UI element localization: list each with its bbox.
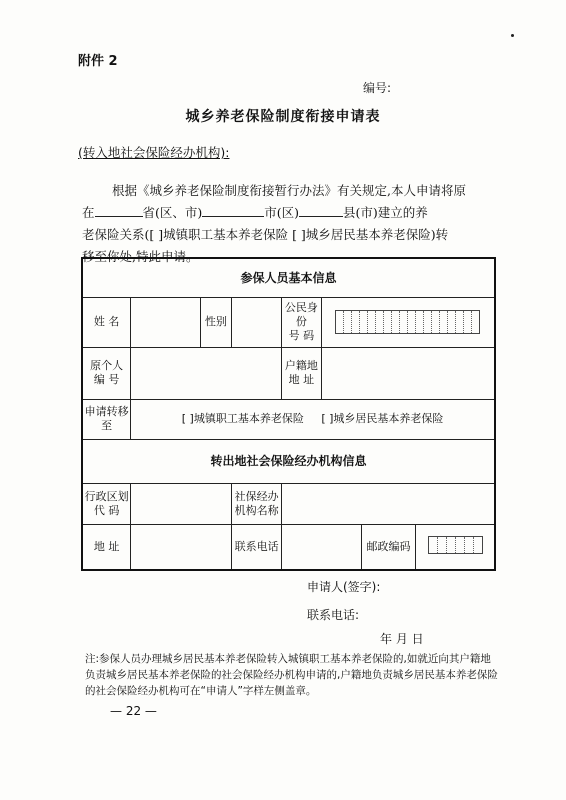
gender-field[interactable] <box>232 297 282 347</box>
hukou-address-label: 户籍地 地 址 <box>281 347 321 399</box>
personal-id-field[interactable] <box>131 347 282 399</box>
province-blank[interactable] <box>95 204 143 217</box>
agency-name-label: 社保经办 机构名称 <box>232 483 282 524</box>
option-urban-rural-resident[interactable]: [ ]城乡居民基本养老保险 <box>321 412 444 425</box>
admin-code-field[interactable] <box>131 483 232 524</box>
application-form-table <box>81 257 496 571</box>
serial-number-label: 编号: <box>363 81 392 95</box>
address-field[interactable] <box>131 524 232 570</box>
page-title: 城乡养老保险制度衔接申请表 <box>185 109 381 125</box>
city-blank[interactable] <box>202 204 264 217</box>
address-label: 地 址 <box>82 524 131 570</box>
transfer-to-label: 申请转移 至 <box>82 399 131 439</box>
footnote: 注:参保人员办理城乡居民基本养老保险转入城镇职工基本养老保险的,如就近向其户籍地负责城乡居民基本养老保险的社会保险经办机构申请的,户籍地负责城乡居民基本养老保险的社会保险经办机构可在“申请人”字样左侧盖章。 <box>85 653 498 697</box>
attachment-label: 附件 2 <box>78 54 118 69</box>
para-line-3: 老保险关系([ ]城镇职工基本养老保险 [ ]城乡居民基本养老保险)转 <box>82 227 449 242</box>
id-digit-boxes <box>335 310 480 334</box>
phone-field[interactable] <box>281 524 361 570</box>
applicant-signature-label: 申请人(签字): <box>307 580 381 594</box>
request-paragraph: 根据《城乡养老保险制度衔接暂行办法》有关规定,本人申请将原 在 省(区、市) 市(区) 县(市)建立的养 老保险关系([ ]城镇职工基本养老保险 [ ]城乡居民基本养老保险)转 移至你处,特此申请。 <box>82 183 466 264</box>
contact-phone-label: 联系电话: <box>307 608 360 622</box>
option-urban-employee[interactable]: [ ]城镇职工基本养老保险 <box>181 412 304 425</box>
name-field[interactable] <box>131 297 200 347</box>
para-line-1: 根据《城乡养老保险制度衔接暂行办法》有关规定,本人申请将原 <box>112 183 466 198</box>
addressee-line: (转入地社会保险经办机构): <box>78 145 230 160</box>
page-number: — 22 — <box>110 704 157 718</box>
id-number-field[interactable] <box>321 297 495 347</box>
postcode-digit-boxes <box>428 536 483 554</box>
id-number-label: 公民身份 号 码 <box>281 297 321 347</box>
postcode-label: 邮政编码 <box>361 524 416 570</box>
scan-dot <box>511 34 514 37</box>
name-label: 姓 名 <box>82 297 131 347</box>
personal-id-label: 原个人 编 号 <box>82 347 131 399</box>
hukou-address-field[interactable] <box>321 347 495 399</box>
date-label: 年 月 日 <box>380 632 424 646</box>
admin-code-label: 行政区划 代 码 <box>82 483 131 524</box>
county-blank[interactable] <box>299 204 343 217</box>
agency-name-field[interactable] <box>281 483 495 524</box>
transfer-options <box>131 399 495 439</box>
section-insured-info: 参保人员基本信息 <box>82 258 495 297</box>
phone-label: 联系电话 <box>232 524 282 570</box>
para-line-4: 移至你处,特此申请。 <box>82 249 199 264</box>
section-transfer-out-agency: 转出地社会保险经办机构信息 <box>82 439 495 483</box>
postcode-field[interactable] <box>416 524 495 570</box>
gender-label: 性别 <box>200 297 232 347</box>
